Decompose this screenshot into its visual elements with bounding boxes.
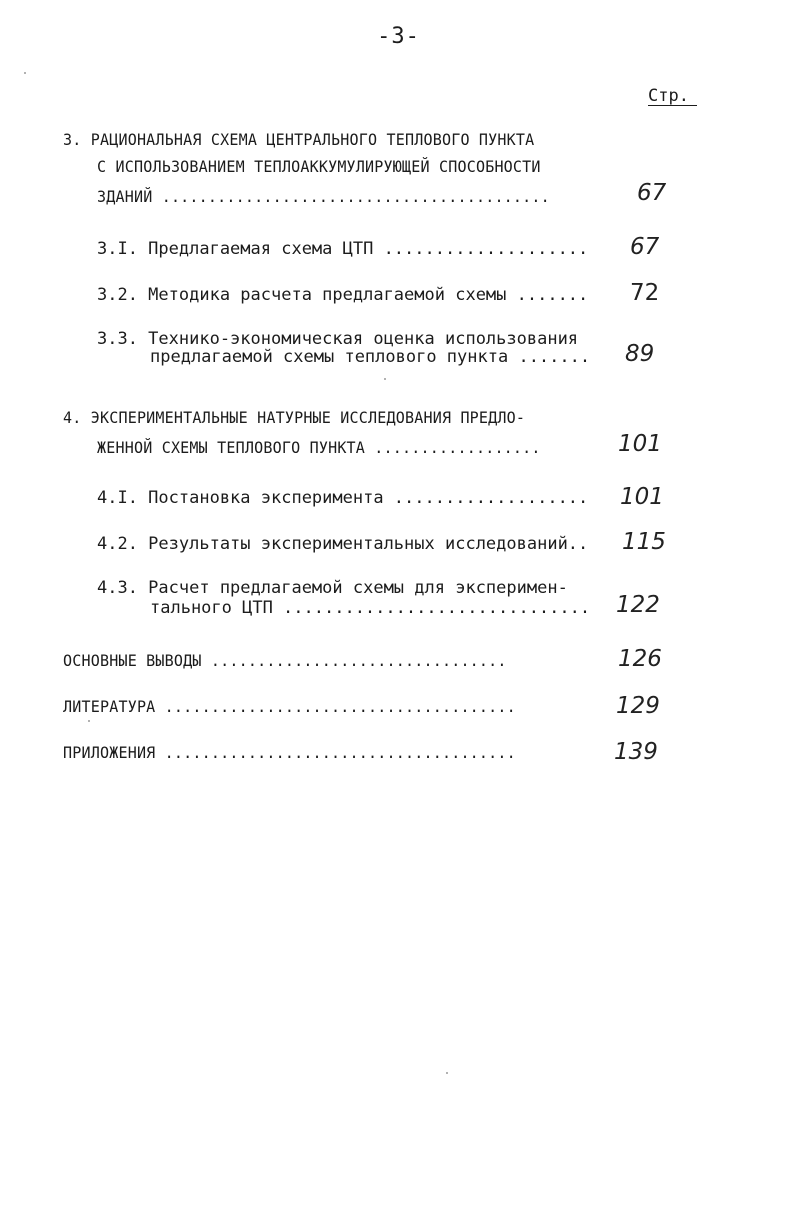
section-4-2-page: 115 — [622, 529, 666, 555]
section-3-2-title: 3.2. Методика расчета предлагаемой схемы ....... — [97, 285, 589, 305]
chapter-4-title-line-1: 4. ЭКСПЕРИМЕНТАЛЬНЫЕ НАТУРНЫЕ ИССЛЕДОВАНИЯ ПРЕДЛО- — [63, 408, 526, 427]
page-column-label: Стр. — [648, 87, 697, 106]
section-4-1-page: 101 — [620, 484, 664, 510]
scan-speck — [88, 720, 90, 722]
section-3-2-page: 72 — [630, 280, 660, 306]
chapter-3-page: 67 — [637, 180, 667, 206]
section-3-1-page: 67 — [630, 234, 660, 260]
section-4-1-title: 4.I. Постановка эксперимента ................... — [97, 488, 589, 508]
appendices-page: 139 — [614, 739, 658, 765]
chapter-4-title-line-2: ЖЕННОЙ СХЕМЫ ТЕПЛОВОГО ПУНКТА .................. — [97, 438, 541, 457]
chapter-4-page: 101 — [618, 431, 662, 457]
page-number: -3- — [377, 24, 420, 49]
conclusions-title: ОСНОВНЫЕ ВЫВОДЫ ................................ — [63, 651, 507, 670]
chapter-3-title-line-2: С ИСПОЛЬЗОВАНИЕМ ТЕПЛОАККУМУЛИРУЮЩЕЙ СПОСОБНОСТИ — [97, 157, 541, 176]
chapter-3-title-line-3: ЗДАНИЙ .......................................... — [97, 187, 550, 206]
scan-speck — [384, 378, 386, 380]
conclusions-page: 126 — [618, 646, 662, 672]
literature-title: ЛИТЕРАТУРА ...................................... — [63, 697, 516, 716]
section-3-3-title-line-2: предлагаемой схемы теплового пункта ....... — [150, 347, 591, 367]
section-4-3-page: 122 — [616, 592, 660, 618]
scan-speck — [24, 72, 26, 74]
appendices-title: ПРИЛОЖЕНИЯ ...................................... — [63, 743, 516, 762]
section-4-2-title: 4.2. Результаты экспериментальных исследований.. — [97, 534, 589, 554]
section-3-3-page: 89 — [625, 341, 655, 367]
scan-speck — [446, 1072, 448, 1074]
section-3-3-title-line-1: 3.3. Технико-экономическая оценка использования — [97, 329, 579, 349]
section-4-3-title-line-2: тального ЦТП .............................. — [150, 598, 591, 618]
section-3-1-title: 3.I. Предлагаемая схема ЦТП .................... — [97, 239, 589, 259]
chapter-3-title-line-1: 3. РАЦИОНАЛЬНАЯ СХЕМА ЦЕНТРАЛЬНОГО ТЕПЛОВОГО ПУНКТА — [63, 130, 535, 149]
section-4-3-title-line-1: 4.3. Расчет предлагаемой схемы для эксперимен- — [97, 578, 568, 598]
literature-page: 129 — [616, 693, 660, 719]
